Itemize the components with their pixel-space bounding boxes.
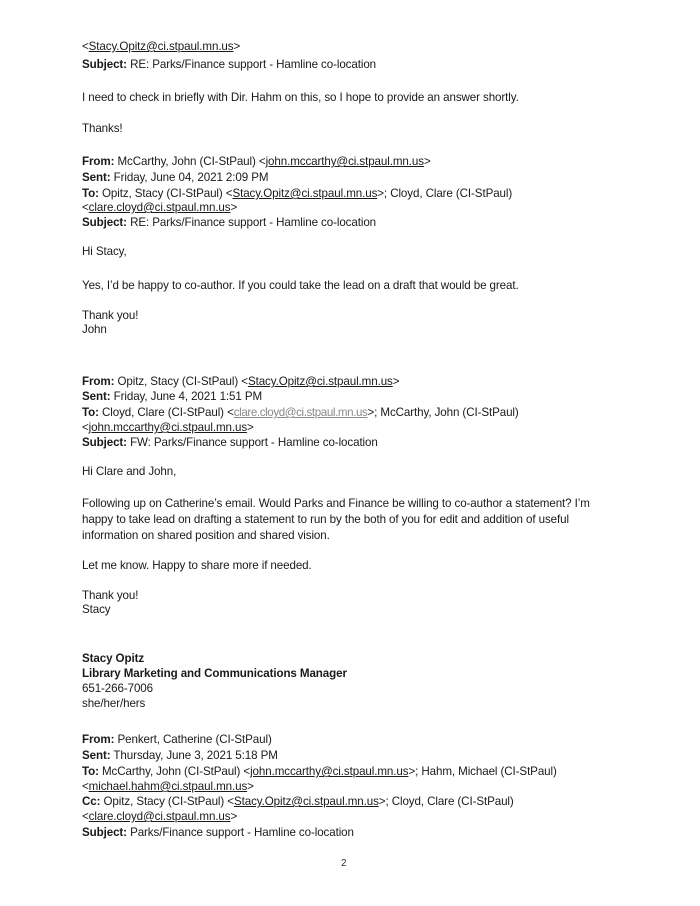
email-link[interactable]: Stacy.Opitz@ci.stpaul.mn.us (233, 795, 379, 808)
body-paragraph: I need to check in briefly with Dir. Hahm on this, so I hope to provide an answer shortly. (82, 91, 519, 104)
sent-label: Sent: (82, 171, 111, 184)
message-to: To: McCarthy, John (CI-StPaul) <john.mccarthy@ci.stpaul.mn.us>; Hahm, Michael (CI-StPaul) (82, 765, 557, 778)
recipient-name: Cloyd, Clare (CI-StPaul) (102, 406, 224, 419)
email-link[interactable]: clare.cloyd@ci.stpaul.mn.us (88, 201, 231, 214)
subject-text: FW: Parks/Finance support - Hamline co-location (130, 436, 378, 449)
from-label: From: (82, 733, 115, 746)
subject-label: Subject: (82, 58, 127, 71)
message-sent (82, 389, 262, 405)
subject-label: Subject: (82, 436, 127, 449)
body-signature: John (82, 323, 107, 336)
body-paragraph: Yes, I’d be happy to co-author. If you could take the lead on a draft that would be great. (82, 279, 519, 292)
body-greeting: Hi Stacy, (82, 245, 127, 258)
header-subject (82, 57, 376, 73)
email-link[interactable]: Stacy.Opitz@ci.stpaul.mn.us (232, 187, 378, 200)
message-subject (82, 435, 378, 451)
header-to-continued: <Stacy.Opitz@ci.stpaul.mn.us> (82, 40, 241, 53)
recipient-name: McCarthy, John (CI-StPaul) (102, 765, 241, 778)
message-to: To: Opitz, Stacy (CI-StPaul) <Stacy.Opitz@ci.stpaul.mn.us>; Cloyd, Clare (CI-StPaul) (82, 187, 513, 200)
page-number: 2 (341, 858, 347, 869)
to-label: To: (82, 406, 99, 419)
recipient-name: Opitz, Stacy (CI-StPaul) (102, 187, 223, 200)
message-cc: Cc: Opitz, Stacy (CI-StPaul) <Stacy.Opitz@ci.stpaul.mn.us>; Cloyd, Clare (CI-StPaul) (82, 795, 514, 808)
body-closing: Thank you! (82, 589, 139, 602)
message-to: To: Cloyd, Clare (CI-StPaul) <clare.cloyd@ci.stpaul.mn.us>; McCarthy, John (CI-StPaul) (82, 406, 519, 419)
recipient-name: Hahm, Michael (CI-StPaul) (421, 765, 557, 778)
message-to-continued: <michael.hahm@ci.stpaul.mn.us> (82, 780, 254, 793)
subject-text: RE: Parks/Finance support - Hamline co-location (130, 216, 377, 229)
cc-name: Cloyd, Clare (CI-StPaul) (391, 795, 514, 808)
message-from: From: McCarthy, John (CI-StPaul) <john.mccarthy@ci.stpaul.mn.us> (82, 155, 431, 168)
cc-label: Cc: (82, 795, 101, 808)
message-from: From: Opitz, Stacy (CI-StPaul) <Stacy.Opitz@ci.stpaul.mn.us> (82, 375, 400, 388)
body-paragraph-line: happy to take lead on drafting a statement to run by the both of you for edit and addition of useful (82, 513, 569, 526)
message-sent (82, 748, 278, 764)
email-link[interactable]: clare.cloyd@ci.stpaul.mn.us (233, 406, 368, 419)
email-link[interactable]: Stacy.Opitz@ci.stpaul.mn.us (88, 40, 234, 53)
message-to-continued: <clare.cloyd@ci.stpaul.mn.us> (82, 201, 238, 214)
sender-name: Penkert, Catherine (CI-StPaul) (117, 733, 272, 746)
sent-label: Sent: (82, 749, 111, 762)
subject-label: Subject: (82, 216, 127, 229)
from-label: From: (82, 155, 115, 168)
message-sent (82, 170, 268, 186)
message-cc-continued: <clare.cloyd@ci.stpaul.mn.us> (82, 810, 238, 823)
subject-text: RE: Parks/Finance support - Hamline co-location (130, 58, 377, 71)
signature-name: Stacy Opitz (82, 652, 145, 665)
message-from (82, 732, 272, 748)
email-link[interactable]: john.mccarthy@ci.stpaul.mn.us (265, 155, 424, 168)
body-closing: Thanks! (82, 122, 123, 135)
cc-name: Opitz, Stacy (CI-StPaul) (103, 795, 225, 808)
sent-label: Sent: (82, 390, 111, 403)
body-paragraph-line: information on shared position and shared vision. (82, 529, 330, 542)
sender-name: McCarthy, John (CI-StPaul) (117, 155, 256, 168)
subject-label: Subject: (82, 826, 127, 839)
body-paragraph: Let me know. Happy to share more if needed. (82, 559, 312, 572)
signature-phone: 651-266-7006 (82, 682, 154, 695)
email-link[interactable]: michael.hahm@ci.stpaul.mn.us (88, 780, 248, 793)
message-to-continued: <john.mccarthy@ci.stpaul.mn.us> (82, 421, 254, 434)
sender-name: Opitz, Stacy (CI-StPaul) (117, 375, 239, 388)
email-link[interactable]: john.mccarthy@ci.stpaul.mn.us (250, 765, 409, 778)
email-link[interactable]: clare.cloyd@ci.stpaul.mn.us (88, 810, 231, 823)
sent-date: Friday, June 4, 2021 1:51 PM (113, 390, 263, 403)
email-link[interactable]: Stacy.Opitz@ci.stpaul.mn.us (247, 375, 393, 388)
subject-text: Parks/Finance support - Hamline co-location (130, 826, 354, 839)
signature-title: Library Marketing and Communications Manager (82, 667, 347, 680)
sent-date: Friday, June 04, 2021 2:09 PM (113, 171, 269, 184)
signature-pronouns: she/her/hers (82, 697, 146, 710)
message-subject (82, 215, 376, 231)
to-label: To: (82, 187, 99, 200)
sent-date: Thursday, June 3, 2021 5:18 PM (113, 749, 278, 762)
body-closing: Thank you! (82, 309, 139, 322)
message-subject (82, 825, 354, 841)
recipient-name: Cloyd, Clare (CI-StPaul) (390, 187, 513, 200)
from-label: From: (82, 375, 115, 388)
email-link[interactable]: john.mccarthy@ci.stpaul.mn.us (88, 421, 248, 434)
body-greeting: Hi Clare and John, (82, 465, 177, 478)
to-label: To: (82, 765, 99, 778)
body-signoff: Stacy (82, 603, 111, 616)
recipient-name: McCarthy, John (CI-StPaul) (380, 406, 519, 419)
body-paragraph-line: Following up on Catherine’s email. Would Parks and Finance be willing to co-author a statement? I’m (82, 497, 590, 510)
